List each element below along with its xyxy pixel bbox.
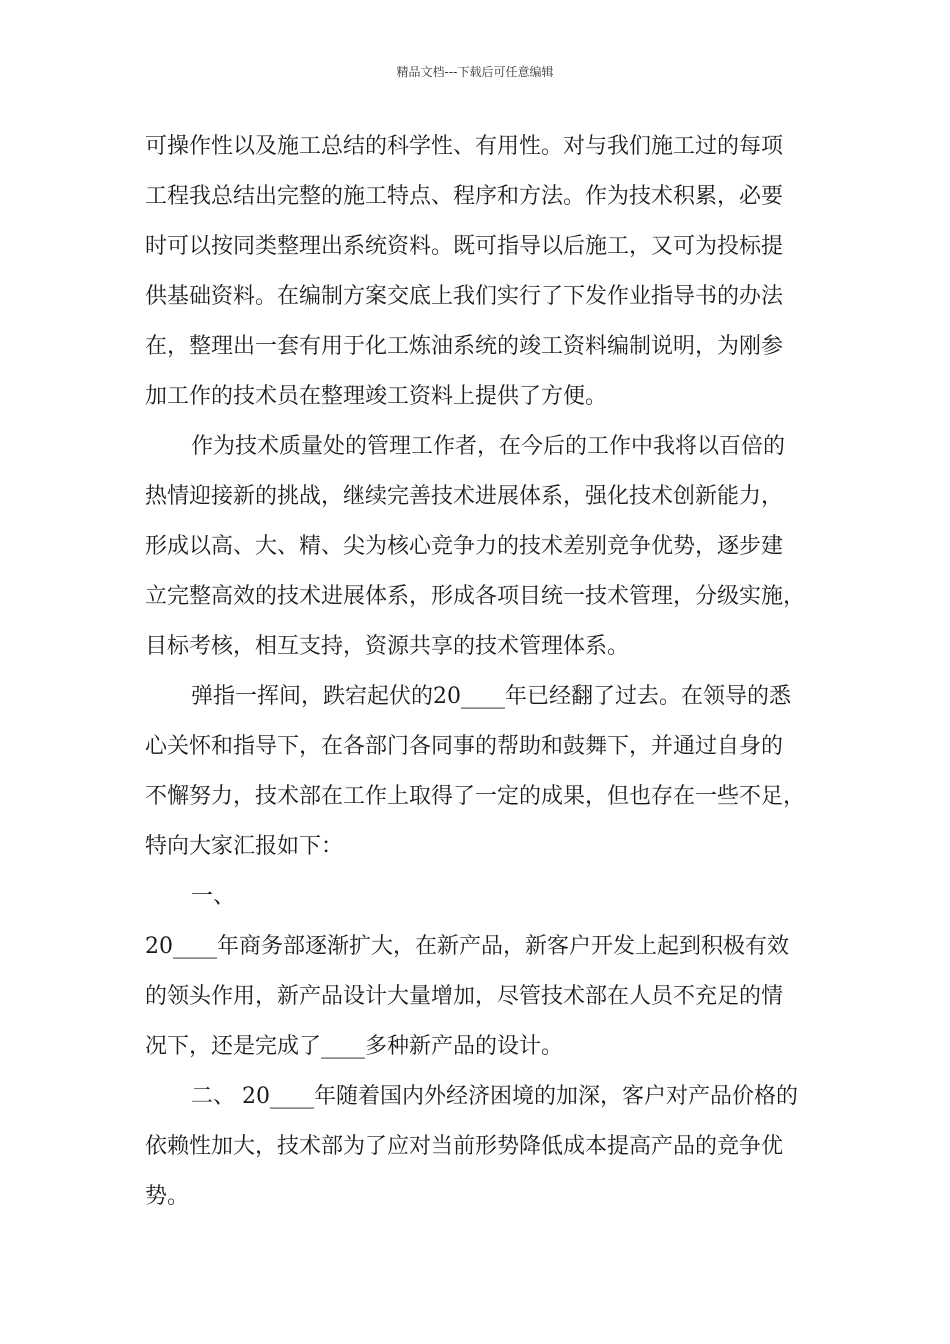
- text-line: 势。: [145, 1184, 190, 1209]
- page-header: 精品文档---下载后可任意编辑: [396, 65, 554, 79]
- text-line: 热情迎接新的挑战，继续完善技术进展体系，强化技术创新能力，: [145, 484, 784, 509]
- text-line: 目标考核，相互支持，资源共享的技术管理体系。: [145, 634, 630, 659]
- text-line: 在，整理出一套有用于化工炼油系统的竣工资料编制说明，为刚参: [145, 334, 784, 359]
- text-line: 二、 20____年随着国内外经济困境的加深，客户对产品价格的: [191, 1084, 798, 1109]
- text-line: 加工作的技术员在整理竣工资料上提供了方便。: [145, 384, 608, 409]
- text-line: 立完整高效的技术进展体系，形成各项目统一技术管理，分级实施，: [145, 584, 806, 609]
- text-line: 弹指一挥间，跌宕起伏的20____年已经翻了过去。在领导的悉: [191, 684, 791, 709]
- text-line: 供基础资料。在编制方案交底上我们实行了下发作业指导书的办法: [145, 284, 784, 309]
- text-line: 况下，还是完成了____多种新产品的设计。: [145, 1034, 564, 1059]
- text-line: 时可以按同类整理出系统资料。既可指导以后施工，又可为投标提: [145, 234, 784, 259]
- text-line: 依赖性加大，技术部为了应对当前形势降低成本提高产品的竞争优: [145, 1134, 784, 1159]
- text-line: 工程我总结出完整的施工特点、程序和方法。作为技术积累，必要: [145, 184, 784, 209]
- text-line: 的领头作用，新产品设计大量增加，尽管技术部在人员不充足的情: [145, 984, 784, 1009]
- text-line: 一、: [191, 884, 236, 909]
- text-line: 可操作性以及施工总结的科学性、有用性。对与我们施工过的每项: [145, 134, 784, 159]
- text-line: 20____年商务部逐渐扩大，在新产品，新客户开发上起到积极有效: [145, 934, 789, 959]
- text-line: 不懈努力，技术部在工作上取得了一定的成果，但也存在一些不足，: [145, 784, 806, 809]
- text-line: 心关怀和指导下，在各部门各同事的帮助和鼓舞下，并通过自身的: [145, 734, 784, 759]
- text-line: 形成以高、大、精、尖为核心竞争力的技术差别竞争优势，逐步建: [145, 534, 784, 559]
- document-body: [145, 122, 810, 1222]
- text-line: 特向大家汇报如下：: [145, 834, 344, 859]
- text-line: 作为技术质量处的管理工作者，在今后的工作中我将以百倍的: [191, 434, 786, 459]
